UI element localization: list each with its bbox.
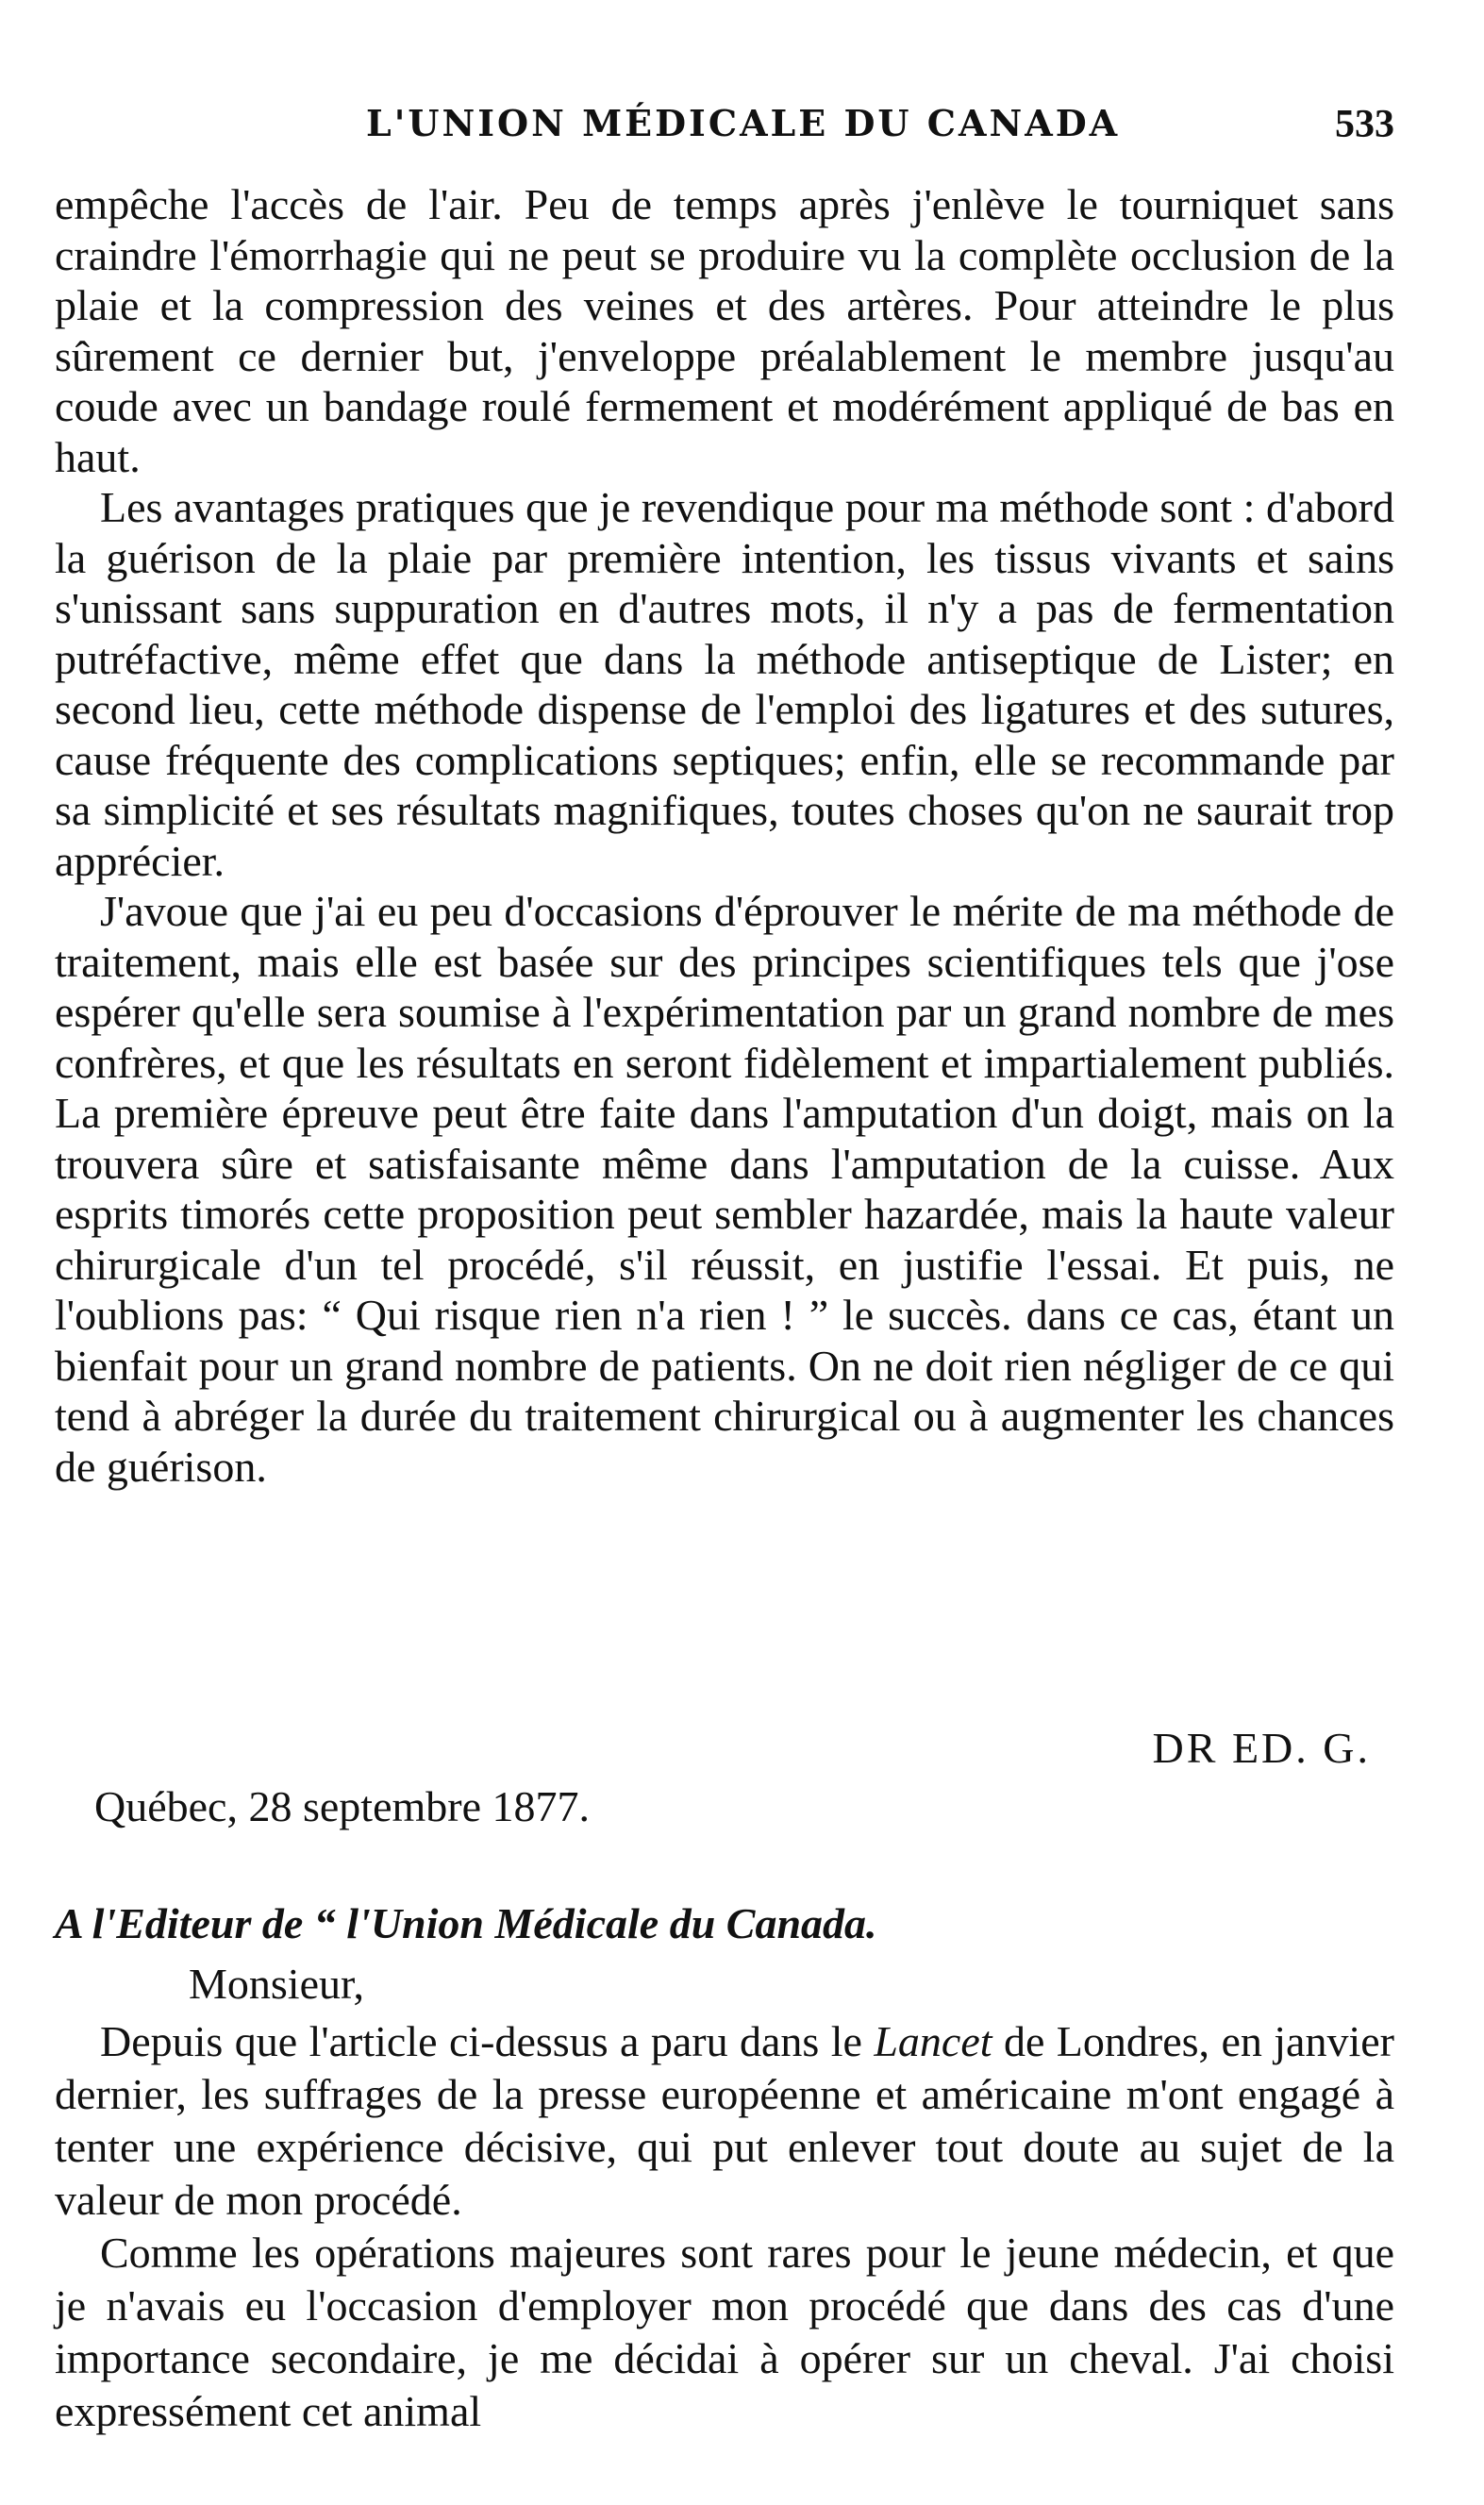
paragraph-text: Depuis que l'article ci-dessus a paru dans le [100, 2017, 875, 2065]
date-line: Québec, 28 septembre 1877. [94, 1782, 591, 1830]
paragraph: J'avoue que j'ai eu peu d'occasions d'éprouver le mérite de ma méthode de traitement, mais elle est basée sur des principes scientifiques tels que j'ose espérer qu'elle sera soumise à l'expérimentation par un grand nombre de mes confrères, et que les résultats en seront fidèlement et impartialement publiés. La première épreuve peut être faite dans l'amputation d'un doigt, mais on la trouvera sûre et satisfaisante même dans l'amputation de la cuisse. Aux esprits timorés cette proposition peut sembler hazardée, mais la haute valeur chirurgicale d'un tel procédé, s'il réussit, en justifie l'essai. Et puis, ne l'oublions pas: “ Qui risque rien n'a rien ! ” le succès. dans ce cas, étant un bienfait pour un grand nombre de patients. On ne doit rien négliger de ce qui tend à abréger la durée du traitement chirurgical ou à augmenter les chances de guérison. [55, 887, 1394, 1491]
letter-body [55, 2015, 1394, 2438]
running-title: L'UNION MÉDICALE DU CANADA [366, 102, 1121, 144]
journal-title: Lancet [874, 2017, 992, 2065]
paragraph [55, 2015, 1394, 2227]
letter-addressee: A l'Editeur de “ l'Union Médicale du Canada. [55, 1899, 877, 1947]
page-header [55, 102, 1394, 159]
article-body [55, 179, 1394, 1492]
paragraph: Comme les opérations majeures sont rares pour le jeune médecin, et que je n'avais eu l'occasion d'employer mon procédé que dans des cas d'une importance secondaire, je me décidai à opérer sur un cheval. J'ai choisi expressément cet animal [55, 2229, 1394, 2435]
paragraph-text: de Londres, en janvier dernier, les suffrages de la presse européenne et américaine m'ont engagé à tenter une expérience décisive, qui put enlever tout doute au sujet de la valeur de mon procédé. [55, 2017, 1394, 2224]
paragraph: empêche l'accès de l'air. Peu de temps après j'enlève le tourniquet sans craindre l'émorrhagie qui ne peut se produire vu la complète occlusion de la plaie et la compression des veines et des artères. Pour atteindre le plus sûrement ce dernier but, j'enveloppe préalablement le membre jusqu'au coude avec un bandage roulé fermement et modérément appliqué de bas en haut. [55, 180, 1394, 481]
author-signature: DR ED. G. [1152, 1724, 1371, 1772]
page-number: 533 [1335, 103, 1394, 146]
letter-salutation: Monsieur, [189, 1960, 364, 2008]
paragraph: Les avantages pratiques que je revendique pour ma méthode sont : d'abord la guérison de la plaie par première intention, les tissus vivants et sains s'unissant sans suppuration en d'autres mots, il n'y a pas de fermentation putréfactive, même effet que dans la méthode antiseptique de Lister; en second lieu, cette méthode dispense de l'emploi des ligatures et des sutures, cause fréquente des complications septiques; enfin, elle se recommande par sa simplicité et ses résultats magnifiques, toutes choses qu'on ne saurait trop apprécier. [55, 483, 1394, 885]
